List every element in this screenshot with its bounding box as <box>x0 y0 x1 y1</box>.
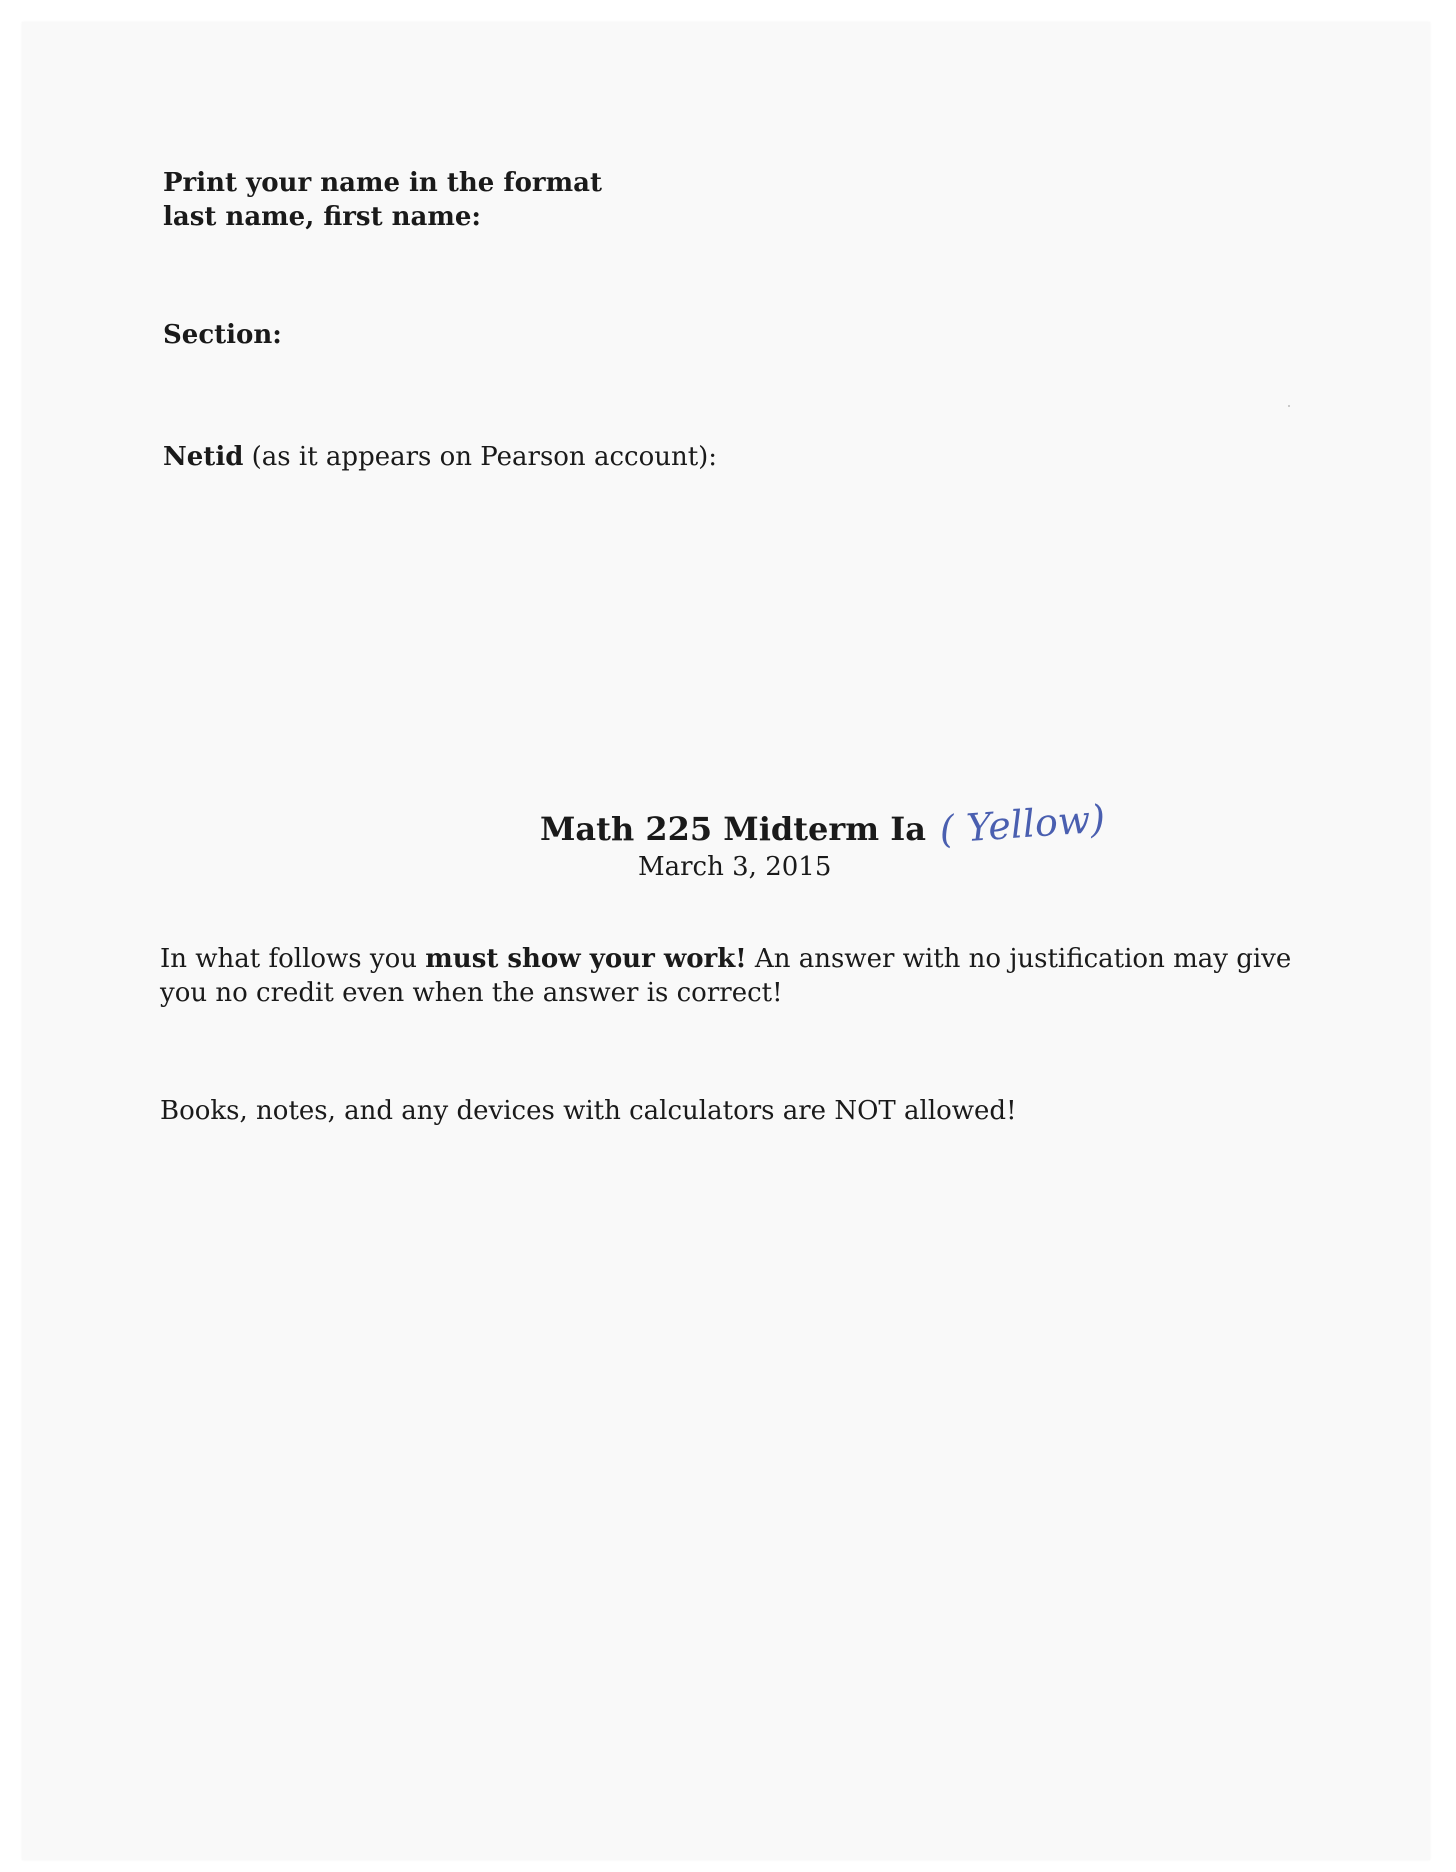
scan-speck <box>1288 405 1290 407</box>
instructions-emphasis: must show your work! <box>425 944 747 974</box>
netid-label: Netid <box>163 442 244 472</box>
exam-cover-page <box>22 22 1430 1860</box>
netid-note: (as it appears on Pearson account): <box>243 442 718 472</box>
handwritten-note: ( Yellow) <box>938 796 1107 852</box>
name-prompt <box>163 166 602 234</box>
rules-line: Books, notes, and any devices with calculators are NOT allowed! <box>160 1096 1017 1126</box>
exam-title: Math 225 Midterm Ia <box>540 810 926 848</box>
name-prompt-line2: last name, first name: <box>163 202 482 232</box>
instructions-part1: In what follows you <box>160 944 426 974</box>
instructions-part2: An answer with no justification may give you no credit even when the answer is correct! <box>160 944 1292 1008</box>
section-label: Section: <box>163 320 282 350</box>
instructions-paragraph <box>160 942 1300 1010</box>
netid-line <box>163 440 717 474</box>
name-prompt-line1: Print your name in the format <box>163 168 602 198</box>
exam-date: March 3, 2015 <box>638 852 832 882</box>
